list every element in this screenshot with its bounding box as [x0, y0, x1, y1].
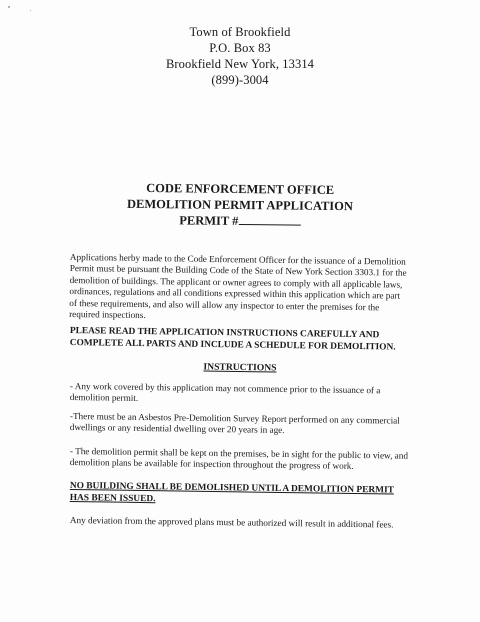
instruction-item: - Any work covered by this application may not commence prior to the issuance of a demolition permit.	[69, 381, 381, 404]
instruction-item: - The demolition permit shall be kept on the premises, be in sight for the public to view, and demolition plans be available for inspection throughout the progress of work.	[69, 446, 409, 472]
deviation-notice: Any deviation from the approved plans must be authorized will result in additional fees.	[69, 515, 394, 530]
demolition-warning: NO BUILDING SHALL BE DEMOLISHED UNTIL A DEMOLITION PERMIT HAS BEEN ISSUED.	[69, 481, 394, 504]
permit-number-label: PERMIT #	[179, 213, 239, 228]
city-state-zip: Brookfield New York, 13314	[165, 57, 315, 71]
letterhead	[0, 24, 480, 88]
intro-paragraph: Applications herby made to the Code Enforcement Officer for the issuance of a Demolition Permit must be pursuant the Building Code of the State of New York Section 3303.1 for the demolition of buildings. The applicant or owner agrees to comply with all applicable laws, ordinances, regulations and all conditions expressed within this application which are part of these requirements, and also will allow any inspector to enter the premises for the required inspections.	[69, 252, 407, 321]
read-instructions-notice: PLEASE READ THE APPLICATION INSTRUCTIONS CAREFULLY AND COMPLETE ALL PARTS AND INCLUDE A SCHEDULE FOR DEMOLITION.	[69, 326, 396, 353]
po-box: P.O. Box 83	[209, 41, 271, 55]
phone-number: (899)-3004	[211, 73, 269, 87]
town-name: Town of Brookfield	[189, 25, 291, 39]
scan-speck	[8, 6, 10, 8]
scan-speck	[30, 10, 31, 11]
permit-number-blank	[238, 213, 300, 226]
form-title: DEMOLITION PERMIT APPLICATION	[126, 196, 354, 214]
office-title: CODE ENFORCEMENT OFFICE	[146, 181, 335, 197]
document-title	[0, 178, 480, 231]
instructions-heading: INSTRUCTIONS	[203, 361, 277, 374]
instruction-item: -There must be an Asbestos Pre-Demolition Survey Report performed on any commercial dwellings or any residential dwelling over 20 years in age.	[69, 411, 400, 436]
